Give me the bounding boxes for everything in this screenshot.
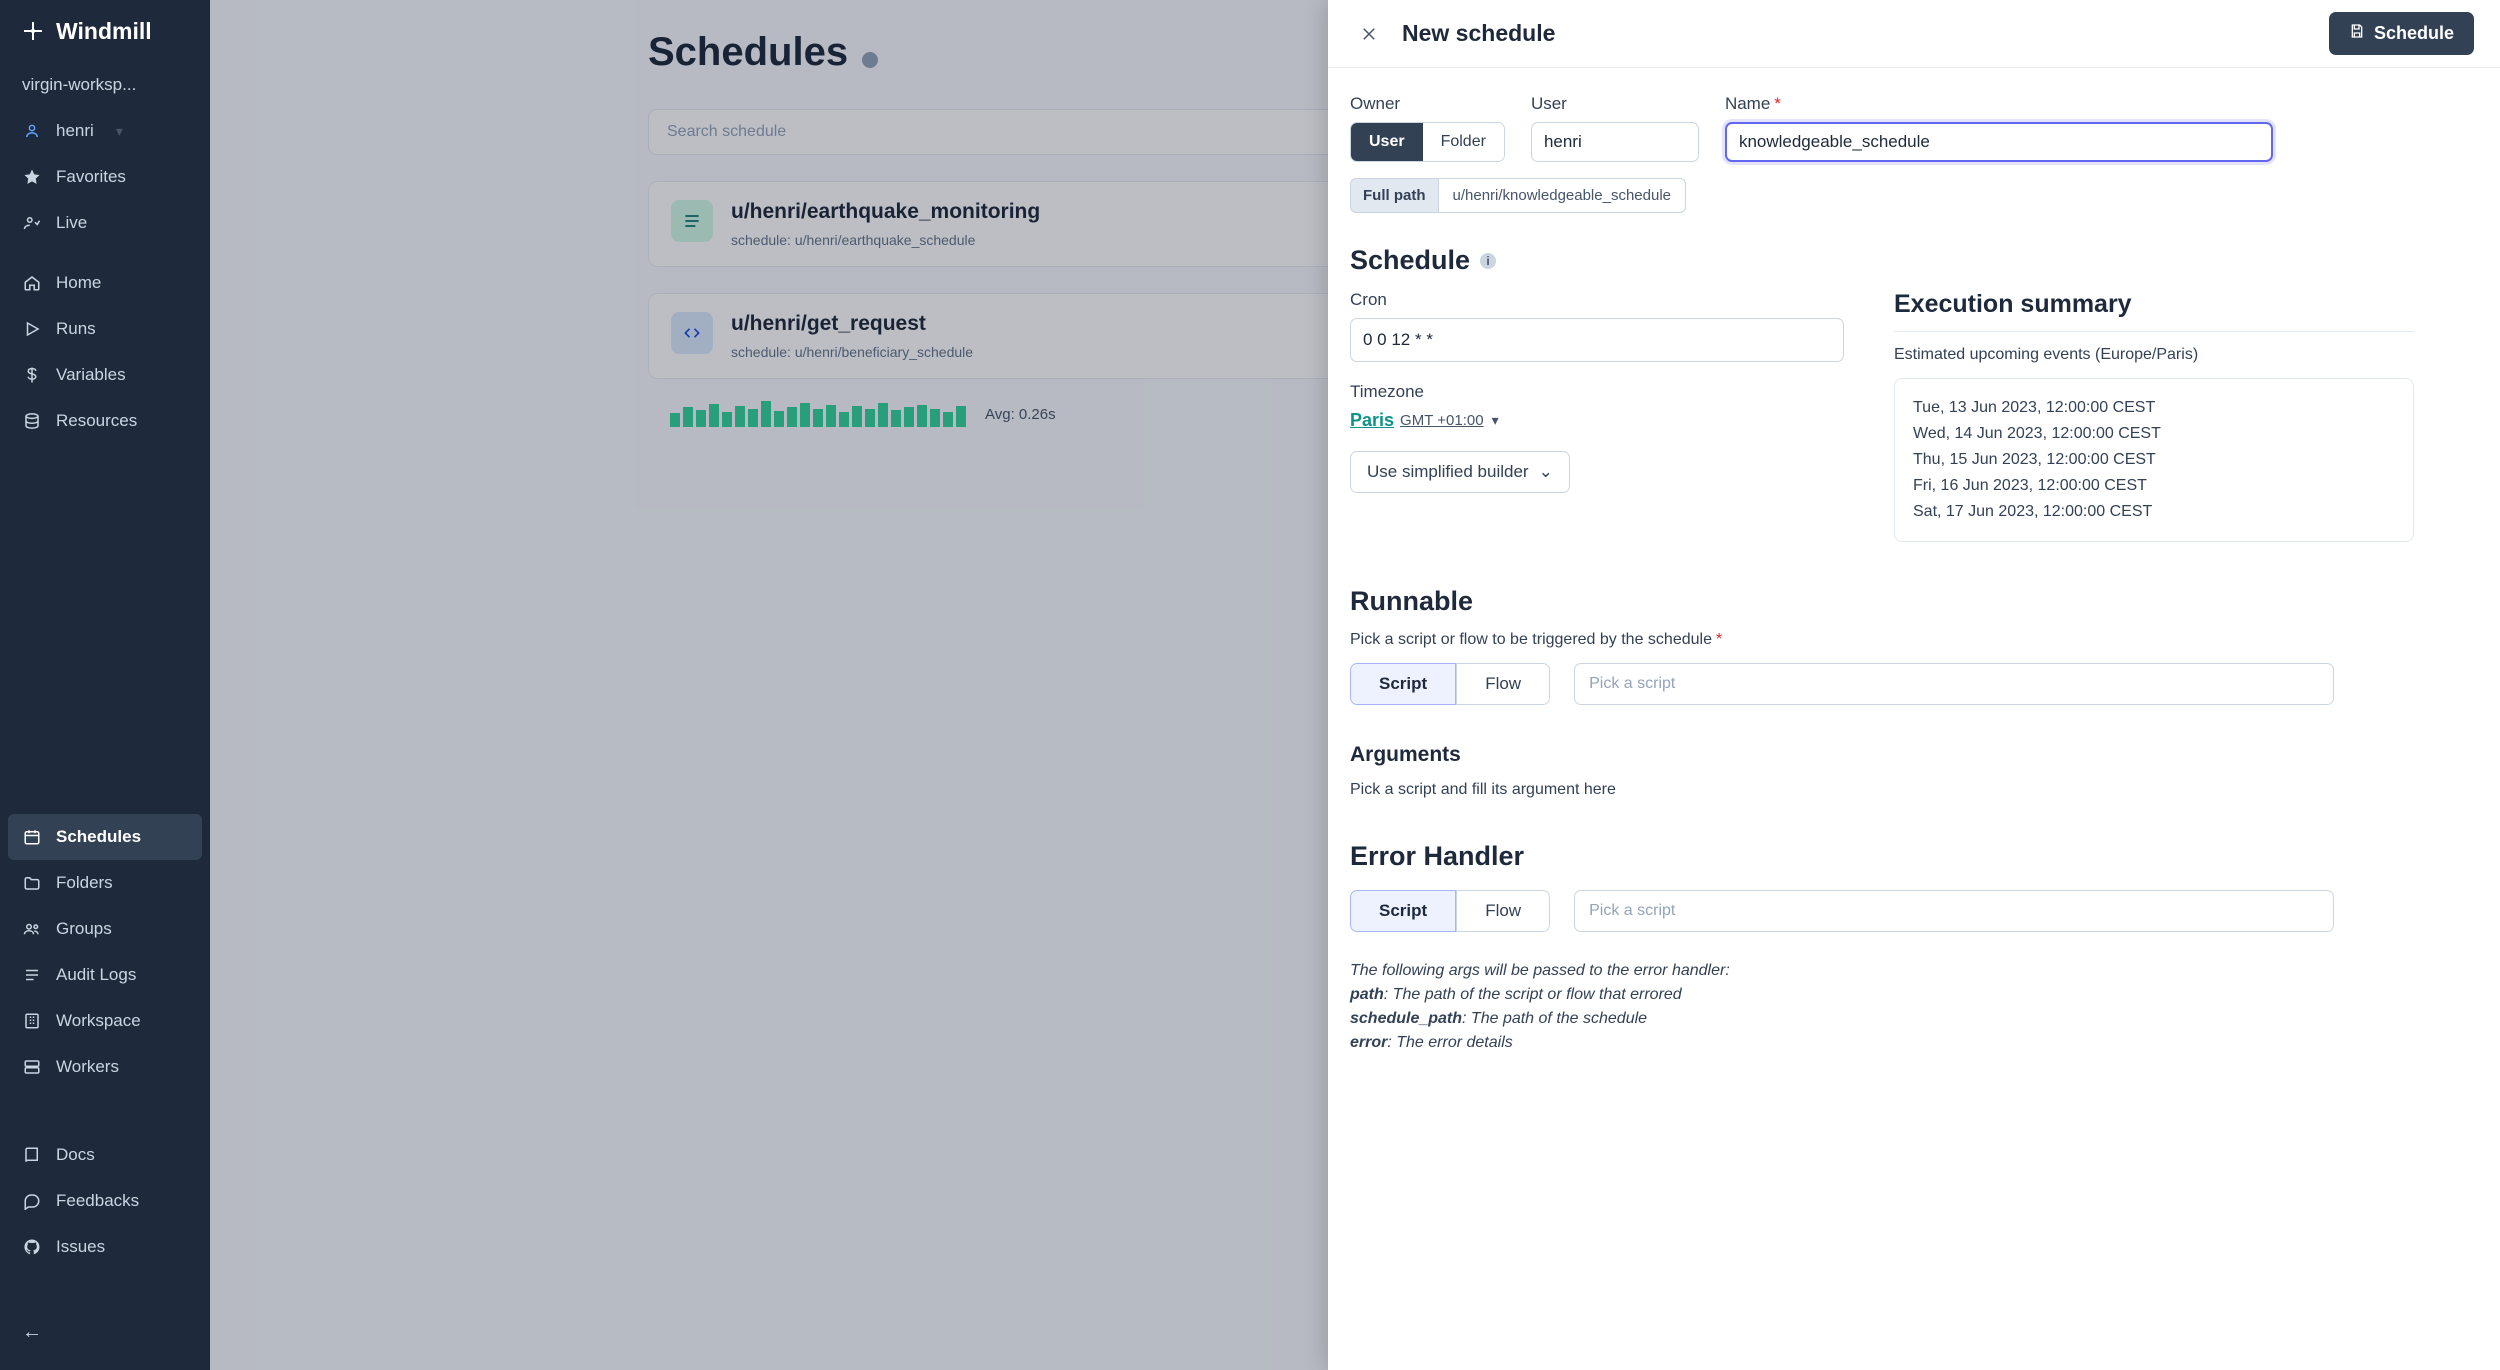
schedule-save-label: Schedule [2373,23,2454,43]
error-handler-arg-desc: : The path of the script or flow that errored [1383,986,1682,1003]
error-handler-arg-key: path [1350,986,1384,1003]
required-mark: * [1715,631,1723,648]
runnable-help [1350,631,2474,649]
sidebar-item-label: Favorites [56,167,126,186]
sidebar-item-home[interactable] [0,260,210,306]
windmill-logo-icon [20,18,46,44]
simplified-builder-label: Use simplified builder [1367,462,1529,481]
user-field [1531,94,1699,162]
sidebar-item-label: Issues [56,1237,106,1256]
calendar-icon [22,827,42,847]
runnable-option-flow[interactable]: Flow [1456,663,1550,705]
sidebar-user-label: henri [56,121,94,140]
brand-name: Windmill [56,17,152,44]
brand [0,0,210,62]
required-mark: * [1774,94,1781,113]
sidebar-item-label: Runs [56,319,96,338]
name-label [1725,94,2273,114]
play-icon [22,319,42,339]
divider [0,246,210,260]
groups-icon [22,919,42,939]
drawer-header [1328,0,2500,68]
full-path-value: u/henri/knowledgeable_schedule [1438,178,1687,213]
execution-event: Wed, 14 Jun 2023, 12:00:00 CEST [1913,425,2161,442]
error-handler-picker-placeholder: Pick a script [1589,902,1676,919]
list-icon [22,965,42,985]
cron-input[interactable] [1350,318,1844,362]
chat-icon [22,1191,42,1211]
simplified-builder-button[interactable] [1350,451,1570,493]
execution-event: Sat, 17 Jun 2023, 12:00:00 CEST [1913,503,2153,520]
error-handler-arg-key: schedule_path [1350,1010,1463,1027]
sidebar [0,0,210,1370]
sidebar-item-live[interactable] [0,200,210,246]
timezone-label: Timezone [1350,382,1425,401]
collapse-sidebar-icon[interactable]: ← [22,1321,42,1343]
book-icon [22,1145,42,1165]
new-schedule-drawer [1328,0,2500,1370]
sidebar-item-user[interactable] [0,108,210,154]
workspace-selector[interactable] [0,62,210,108]
user-label: User [1530,94,1567,113]
error-handler-type-toggle[interactable] [1350,890,1550,932]
workspace-name: virgin-worksp... [22,75,137,94]
star-icon [22,167,42,187]
error-handler-note: The following args will be passed to the error handler: [1350,962,1730,979]
schedule-name: u/henri/get_request [731,312,926,335]
error-handler-option-flow[interactable]: Flow [1456,890,1550,932]
drawer-title: New schedule [1402,20,1556,46]
sidebar-item-resources[interactable] [0,398,210,444]
sidebar-spacer [0,444,210,814]
schedule-name: u/henri/earthquake_monitoring [731,200,1041,223]
dollar-icon [22,365,42,385]
info-icon[interactable]: i [1480,253,1496,269]
sidebar-footer [0,1321,210,1344]
home-icon [22,273,42,293]
page-title: Schedules [648,30,849,74]
timezone-city[interactable]: Paris [1350,410,1395,430]
error-handler-arg-key: error [1350,1034,1388,1051]
execution-events-list [1894,378,2414,542]
chevron-down-icon[interactable]: ▾ [1491,412,1499,428]
chevron-down-icon: ⌄ [1538,462,1553,481]
error-handler-heading: Error Handler [1350,841,1525,871]
execution-summary-heading: Execution summary [1894,290,2414,332]
owner-option-user[interactable]: User [1351,123,1423,161]
runnable-type-toggle[interactable] [1350,663,1550,705]
sidebar-item-label: Feedbacks [56,1191,140,1210]
owner-toggle[interactable] [1350,122,1505,162]
execution-event: Fri, 16 Jun 2023, 12:00:00 CEST [1913,477,2147,494]
schedule-save-button[interactable] [2329,12,2474,55]
runnable-script-picker[interactable] [1574,663,2334,705]
execution-event: Tue, 13 Jun 2023, 12:00:00 CEST [1913,399,2156,416]
sidebar-item-label: Live [56,213,88,232]
cron-column [1350,290,1844,542]
save-icon [2349,23,2365,44]
folder-icon [22,873,42,893]
sidebar-item-audit-logs[interactable] [0,952,210,998]
sidebar-item-favorites[interactable] [0,154,210,200]
arguments-help: Pick a script and fill its argument here [1350,781,1616,798]
close-icon[interactable] [1354,19,1384,49]
sidebar-item-workers[interactable] [0,1044,210,1090]
sidebar-item-label: Home [56,273,102,292]
search-placeholder: Search schedule [667,123,787,140]
sidebar-item-label: Groups [56,919,112,938]
timezone-selector[interactable] [1350,410,1844,431]
cron-label: Cron [1350,290,1387,309]
sidebar-item-label: Docs [56,1145,95,1164]
sparkline-avg-label: Avg: 0.26s [985,405,1056,423]
sidebar-item-label: Workspace [56,1011,141,1030]
full-path-chip: Full path [1350,178,1438,213]
error-handler-picker-row [1350,890,2474,932]
sidebar-item-label: Workers [56,1057,119,1076]
error-handler-arg [1350,1010,2474,1028]
sidebar-spacer-2 [0,1104,210,1132]
owner-label: Owner [1350,94,1401,113]
schedule-section-heading [1350,245,2474,276]
runnable-heading: Runnable [1350,586,1474,616]
sidebar-item-label: Folders [56,873,113,892]
error-handler-arg [1350,986,2474,1004]
error-handler-script-picker[interactable] [1574,890,2334,932]
schedule-path: schedule: u/henri/beneficiary_schedule [731,344,974,360]
schedule-row [1350,290,2474,542]
sidebar-item-folders[interactable] [0,860,210,906]
sidebar-item-label: Resources [56,411,138,430]
sidebar-item-feedbacks[interactable] [0,1178,210,1224]
user-icon [22,121,42,141]
runnable-picker-placeholder: Pick a script [1589,675,1676,692]
runnable-picker-row [1350,663,2474,705]
live-icon [22,213,42,233]
sidebar-item-workspace[interactable] [0,998,210,1044]
error-handler-arg-desc: : The path of the schedule [1462,1010,1648,1027]
drawer-body [1328,68,2500,1370]
sidebar-item-schedules[interactable] [8,814,202,860]
owner-field [1350,94,1505,162]
sidebar-item-groups[interactable] [0,906,210,952]
name-label-text: Name [1724,94,1771,113]
sidebar-item-docs[interactable] [0,1132,210,1178]
github-icon [22,1237,42,1257]
sidebar-item-label: Audit Logs [56,965,137,984]
execution-event: Thu, 15 Jun 2023, 12:00:00 CEST [1913,451,2156,468]
building-icon [22,1011,42,1031]
error-handler-arg-desc: : The error details [1387,1034,1513,1051]
database-icon [22,411,42,431]
user-input[interactable] [1531,122,1699,162]
timezone-offset: GMT +01:00 [1400,412,1484,429]
sidebar-item-label: Schedules [56,827,142,846]
error-handler-arg [1350,1034,2474,1052]
full-path-row [1350,178,2474,213]
runnable-help-text: Pick a script or flow to be triggered by the schedule [1350,631,1712,648]
server-icon [22,1057,42,1077]
execution-summary-subtitle: Estimated upcoming events (Europe/Paris) [1894,346,2199,363]
execution-summary [1894,290,2414,542]
arguments-heading: Arguments [1350,743,1461,766]
schedule-path: schedule: u/henri/earthquake_schedule [731,232,976,248]
sidebar-item-label: Variables [56,365,126,384]
sidebar-item-variables[interactable] [0,352,210,398]
owner-option-folder[interactable]: Folder [1423,123,1504,161]
sidebar-item-runs[interactable] [0,306,210,352]
chevron-down-icon: ▾ [115,122,123,139]
name-field [1725,94,2273,162]
sidebar-item-issues[interactable] [0,1224,210,1270]
error-handler-option-script[interactable]: Script [1350,890,1456,932]
schedule-heading-text: Schedule [1350,245,1471,275]
divider [0,1090,210,1104]
name-input[interactable] [1725,122,2273,162]
owner-row [1350,94,2474,162]
runnable-option-script[interactable]: Script [1350,663,1456,705]
